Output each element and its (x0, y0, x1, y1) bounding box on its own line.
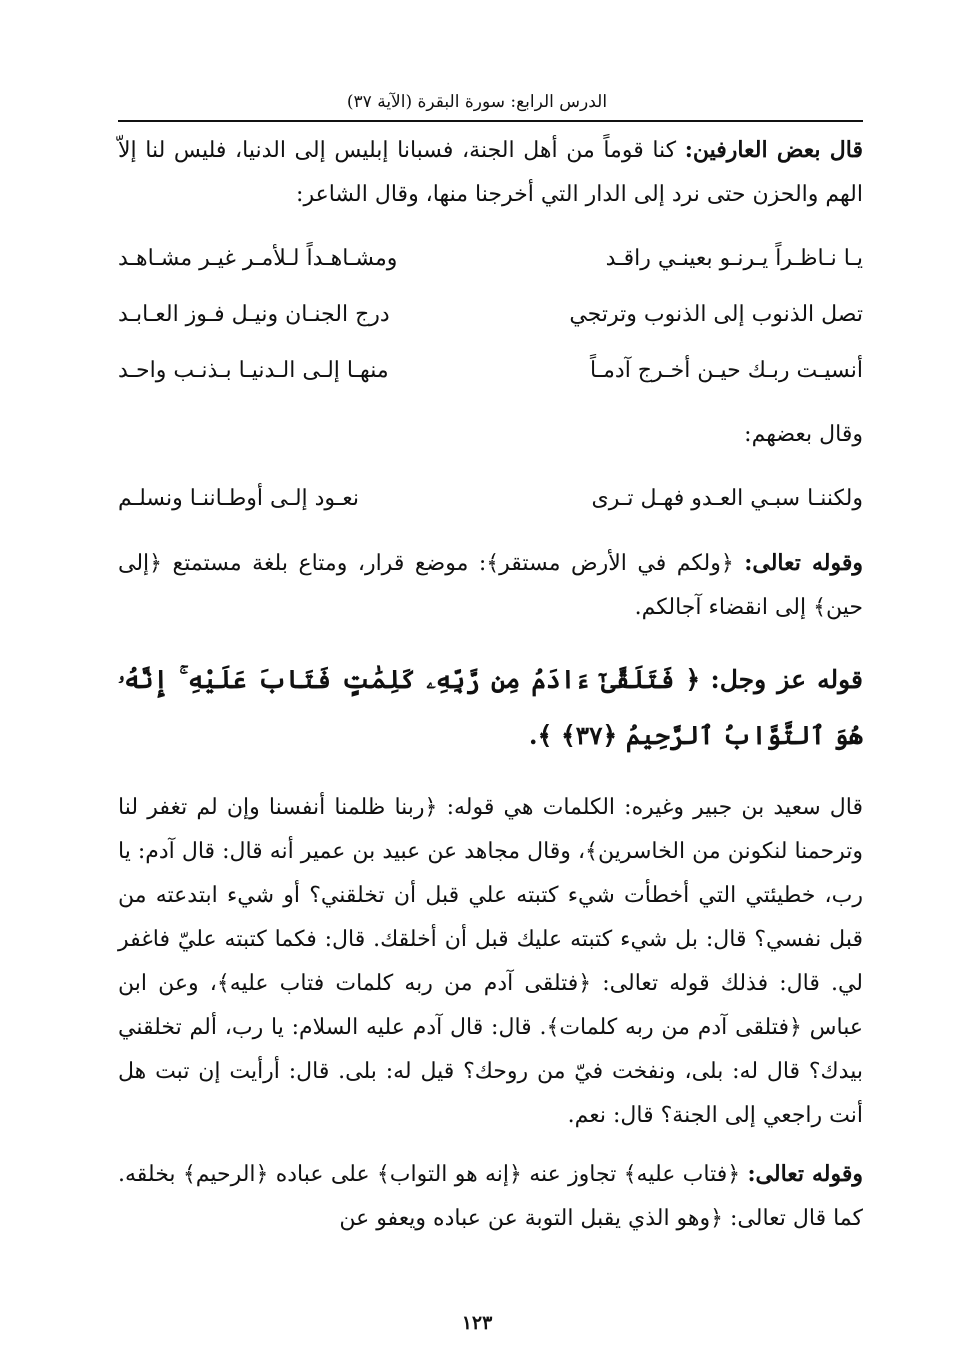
page-number: ١٢٣ (461, 1312, 493, 1334)
poem-verse (118, 231, 863, 287)
poem-block-2 (118, 471, 863, 527)
paragraph-lead: قال بعض العارفين: (684, 137, 864, 163)
quran-verse-text: ﴿ فَتَلَقَّىٰٓ ءَادَمُ مِن رَّبِّهِۦ كَلِمَٰتٍ فَتَابَ عَلَيْهِ ۚ إِنَّهُۥ هُوَ ٱلتَّوَّابُ ٱلرَّحِيمُ ﴿٣٧﴾ ﴾. (118, 665, 863, 750)
poem-verse (118, 287, 863, 343)
verse-first-hemistich: تصل الذنوب إلى الذنوب وترتجي (569, 302, 863, 327)
verse-first-hemistich: أنسيـت ربـك حيـن أخـرج آدمـاً (589, 358, 863, 383)
poem-block-1 (118, 231, 863, 399)
poem-verse (118, 471, 863, 527)
paragraph-lead: وقوله تعالى: (747, 1161, 864, 1187)
verse-second-hemistich: نعـود إلـى أوطـاننـا ونسلـم (118, 486, 359, 511)
poem-verse (118, 343, 863, 399)
poem-intro: وقال بعضهم: (744, 422, 863, 447)
paragraph-mustaqar (118, 541, 863, 630)
verse-first-hemistich: ولكننـا سبـي العـدو فهـل تـرى (591, 486, 863, 511)
verse-second-hemistich: ومشـاهـداً لـلأمـر غيـر مشـاهـد (118, 246, 398, 271)
page-content (118, 128, 863, 1241)
paragraph-text: ﴿ولكم في الأرض مستقر﴾: موضع قرار، ومتاع بلغة مستمتع ﴿إلى حين﴾ إلى انقضاء آجالكم. (118, 551, 863, 620)
paragraph-lead: وقوله تعالى: (744, 550, 864, 576)
paragraph-text: ﴿فتاب عليه﴾ تجاوز عنه ﴿إنه هو التواب﴾ على عباده ﴿الرحيم﴾ بخلقه. كما قال تعالى: ﴿وهو الذي يقبل التوبة عن عباده ويعفو عن (118, 1162, 863, 1231)
paragraph-arifin (118, 128, 863, 217)
verse-heading (118, 652, 863, 764)
verse-second-hemistich: منهـا إلـى الـدنيـا بـذنـب واحـد (118, 358, 389, 383)
verse-first-hemistich: يـا نـاظـراً يـرنـو بعينـي راقـد (605, 246, 863, 271)
header-divider (118, 120, 863, 122)
verse-second-hemistich: درج الجنـان ونيـل فـوز العـابـد (118, 302, 390, 327)
paragraph-tawwab (118, 1152, 863, 1241)
paragraph-kalimat: قال سعيد بن جبير وغيره: الكلمات هي قوله: ﴿ربنا ظلمنا أنفسنا وإن لم تغفر لنا وترحمنا لنكونن من الخاسرين﴾، وقال مجاهد عن عبيد بن عمير أنه قال: قال آدم: يا رب، خطيئتي التي أخطأت شيء كتبته علي قبل أن تخلقني؟ أو شيء ابتدعته من قبل نفسي؟ قال: بل شيء كتبته عليك قبل أن أخلقك. قال: فكما كتبته عليّ فاغفر لي. قال: فذلك قوله تعالى: ﴿فتلقى آدم من ربه كلمات فتاب عليه﴾، وعن ابن عباس ﴿فتلقى آدم من ربه كلمات﴾. قال: قال آدم عليه السلام: يا رب، ألم تخلقني بيدك؟ قال له: بلى، ونفخت فيّ من روحك؟ قيل له: بلى. قال: أرأيت إن تبت هل أنت راجعي إلى الجنة؟ قال: نعم. (118, 795, 863, 1128)
running-header: الدرس الرابع: سورة البقرة (الآية ٣٧) (346, 92, 608, 112)
verse-heading-lead: قوله عز وجل: (710, 665, 864, 694)
paragraph-text: كنا قوماً من أهل الجنة، فسبانا إبليس إلى الدنيا، فليس لنا إلاّ الهم والحزن حتى نرد إلى الدار التي أخرجنا منها، وقال الشاعر: (118, 138, 863, 207)
